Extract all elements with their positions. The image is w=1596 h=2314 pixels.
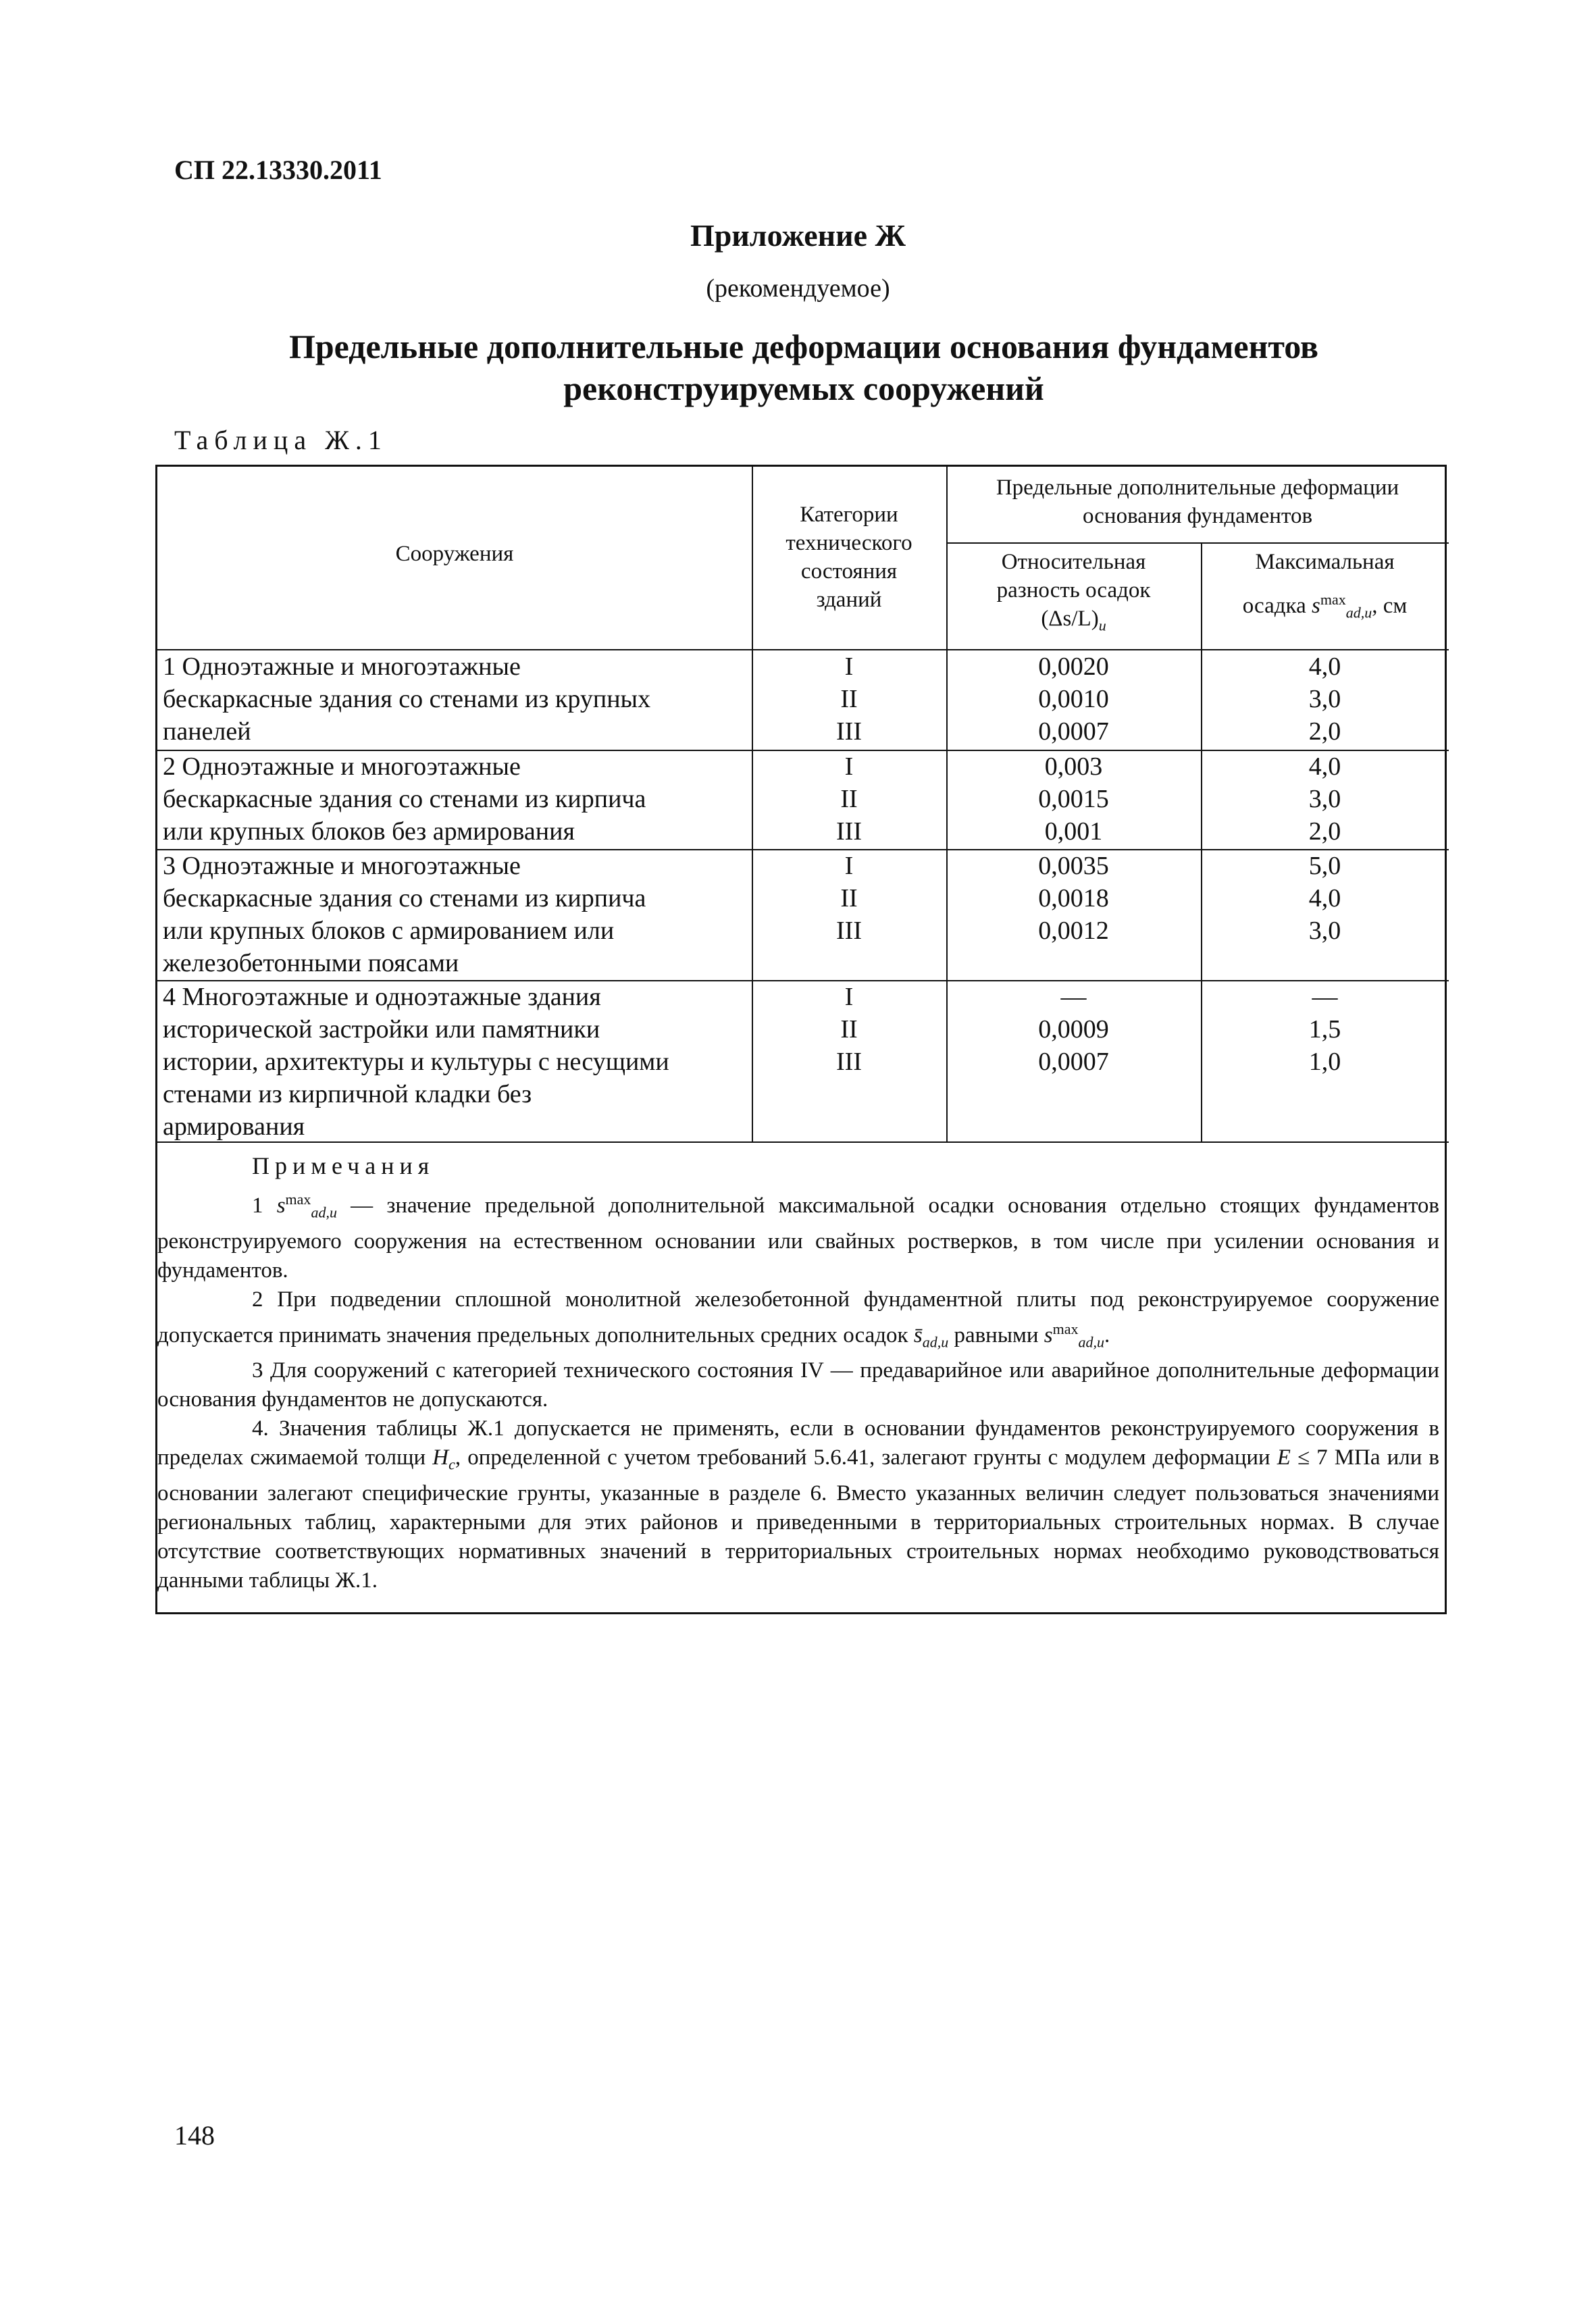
note-3: 3 Для сооружений с категорией технического состояния IV — предаварийное или аварийное дополнительные деформации основания фундаментов не допускаются.	[157, 1358, 1439, 1412]
page-number: 148	[174, 2120, 215, 2151]
table-row-3-structure: 3 Одноэтажные и многоэтажные бескаркасные здания со стенами из кирпича или крупных блоков с армированием или железобетонными поясами	[163, 852, 646, 977]
table-row-3-max: 5,0 4,0 3,0	[1308, 852, 1341, 945]
page-title	[230, 326, 1378, 409]
title-line-1: Предельные дополнительные деформации основания фундаментов	[288, 328, 1319, 365]
appendix-type: (рекомендуемое)	[706, 274, 890, 303]
document-code: СП 22.13330.2011	[174, 155, 382, 185]
header-categories: Категории технического состояния зданий	[786, 503, 912, 612]
table-row-2-structure: 2 Одноэтажные и многоэтажные бескаркасные здания со стенами из кирпича или крупных блоков без армирования	[163, 752, 646, 846]
header-max-settlement: Максимальная осадка $s^{max}_{ad,u}$, см	[1242, 550, 1408, 621]
table-row-3-relative: 0,0035 0,0018 0,0012	[1038, 852, 1109, 945]
table-row-1-categories: I II III	[836, 652, 862, 746]
deformation-table	[155, 465, 1447, 1614]
note-4: 4. Значения таблицы Ж.1 допускается не применять, если в основании фундаментов реконструируемого сооружения в пределах сжимаемой толщи $H_c$, определенной с учетом требований 5.6.41, залегают грунты с модулем деформации E ≤ 7 МПа или в основании залегают специфические грунты, указанные в разделе 6. Вместо указанных величин следует пользоваться значениями региональных таблиц, характерными для этих районов и приведенными в территориальных строительных нормах. В случае отсутствие соответствующих нормативных значений в территориальных строительных нормах необходимо руководствоваться данными таблицы Ж.1.	[157, 1416, 1440, 1593]
table-notes	[157, 1152, 1449, 1595]
title-line-2: реконструируемых сооружений	[563, 369, 1044, 407]
note-2: 2 При подведении сплошной монолитной железобетонной фундаментной плиты под реконструируемое сооружение допускается принимать значения предельных дополнительных средних осадок $s̄_{ad,u}$ равными $s^{max}_{ad,u}$.	[157, 1287, 1439, 1351]
table-row-2-categories: I II III	[836, 752, 862, 846]
table-caption: Таблица Ж.1	[174, 425, 388, 455]
header-structures: Сооружения	[395, 542, 514, 566]
note-1: 1 $s^{max}_{ad,u}$ — значение предельной дополнительной максимальной осадки основания отдельно стоящих фундаментов реконструируемого сооружения на естественном основании или свайных ростверков, в том числе при усилении основания и фундаментов.	[157, 1191, 1440, 1283]
table-row-4-structure: 4 Многоэтажные и одноэтажные здания исторической застройки или памятники истории, архитектуры и культуры с несущими стенами из кирпичной кладки без армирования	[163, 983, 669, 1141]
header-limit-deformations: Предельные дополнительные деформации основания фундаментов	[996, 475, 1399, 528]
table-row-4-relative: — 0,0009 0,0007	[1038, 983, 1109, 1076]
table-row-1-structure: 1 Одноэтажные и многоэтажные бескаркасные здания со стенами из крупных панелей	[163, 652, 651, 746]
header-relative-settlement: Относительная разность осадок $(\Delta s/L)_u$	[996, 550, 1151, 634]
table-row-2-max: 4,0 3,0 2,0	[1308, 752, 1341, 846]
appendix-heading: Приложение Ж	[690, 218, 906, 253]
table-row-4-categories: I II III	[836, 983, 862, 1076]
table-row-1-max: 4,0 3,0 2,0	[1308, 652, 1341, 746]
table-row-4-max: — 1,5 1,0	[1308, 983, 1341, 1076]
notes-heading: Примечания	[252, 1152, 435, 1179]
table-row-3-categories: I II III	[836, 852, 862, 945]
table-row-2-relative: 0,003 0,0015 0,001	[1038, 752, 1109, 846]
table-row-1-relative: 0,0020 0,0010 0,0007	[1038, 652, 1109, 746]
